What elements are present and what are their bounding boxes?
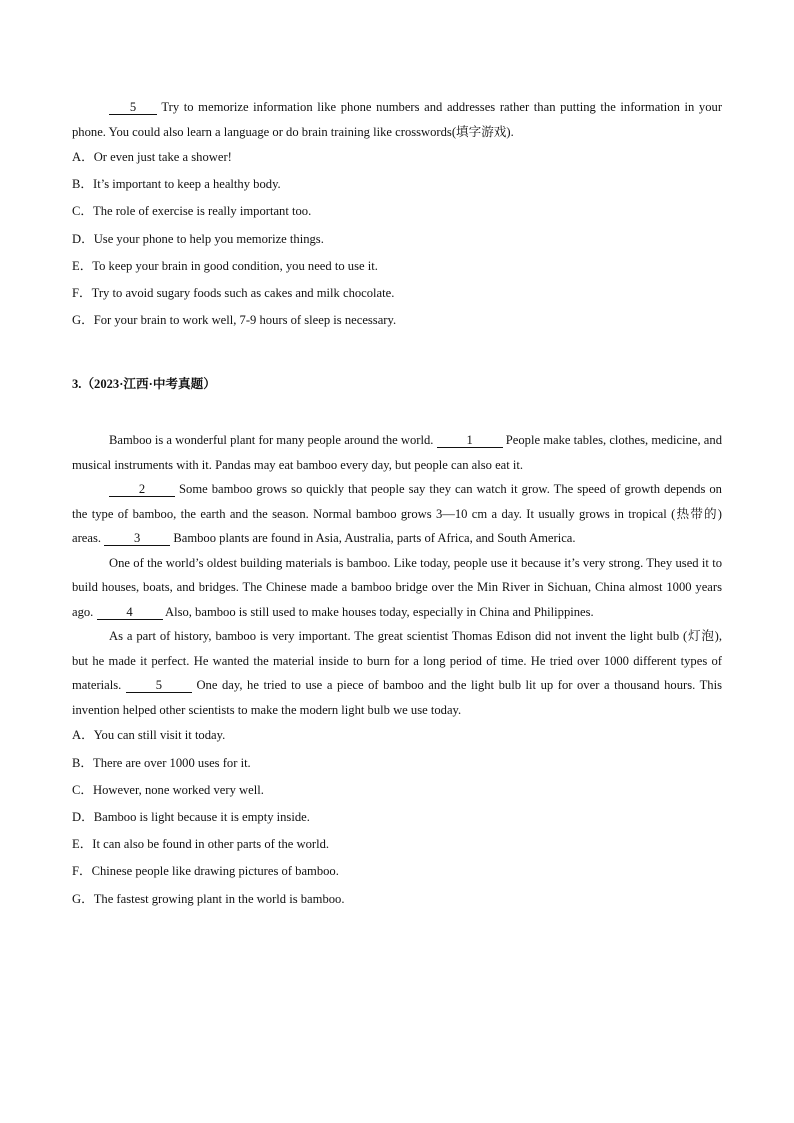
option-c [72,777,722,804]
option-letter: G． [72,891,94,906]
option-letter: A． [72,150,94,164]
option-e [72,831,722,858]
option-letter: E． [72,837,93,852]
paragraph-text: One day, he tried to use a piece of bamboo and the light bulb lit up for over a thousand hours. This invention helped other scientists to make the modern light bulb we use today. [72,678,722,717]
option-c [72,198,722,225]
answer-blank[interactable]: 4 [97,605,163,620]
q3-paragraph-1 [72,428,722,477]
q3-paragraph-2 [72,477,722,551]
option-text: It can also be found in other parts of the world. [92,837,330,852]
option-a [72,722,722,749]
answer-blank[interactable]: 1 [437,433,503,448]
question-heading: 3.（2023·江西·中考真题） [72,377,216,392]
option-text: The role of exercise is really important too. [93,204,312,219]
option-text: Bamboo is light because it is empty inside. [93,810,310,825]
option-letter: F． [72,286,92,301]
option-g [72,307,722,334]
option-letter: D． [72,810,94,825]
q2-options [72,144,722,334]
q2-blank5-paragraph [72,95,722,144]
paragraph-text: As a part of history, bamboo is very important. The great scientist Thomas Edison did not invent the light bulb (灯泡), but he made it perfect. He wanted the material inside to burn for a long period of time. He tried over 1000 different types of materials. [72,629,722,693]
option-g [72,886,722,913]
document-page [72,95,722,913]
option-letter: C． [72,204,93,219]
option-text: For your brain to work well, 7-9 hours of sleep is necessary. [93,313,397,328]
option-text: Chinese people like drawing pictures of bamboo. [91,864,339,879]
paragraph-text: People make tables, clothes, medicine, and musical instruments with it. Pandas may eat bamboo every day, but people can also eat it. [72,433,722,472]
option-letter: D． [72,231,94,246]
answer-blank[interactable]: 3 [104,531,170,546]
option-b [72,171,722,198]
option-letter: G． [72,313,94,328]
option-letter: C． [72,782,93,797]
paragraph-text: Bamboo is a wonderful plant for many people around the world. [109,433,434,448]
option-text: You can still visit it today. [93,728,226,743]
q3-paragraph-3 [72,551,722,625]
option-letter: A． [72,728,94,743]
paragraph-text: One of the world’s oldest building materials is bamboo. Like today, people use it because it’s very strong. They used it to build houses, boats, and bridges. The Chinese made a bamboo bridge over the Min River in Sichuan, China almost 1000 years ago. [72,555,722,619]
option-f [72,280,722,307]
paragraph-text: Also, bamboo is still used to make houses today, especially in China and Philippines. [164,604,594,619]
paragraph-text: Bamboo plants are found in Asia, Australia, parts of Africa, and South America. [173,531,576,546]
option-letter: E． [72,258,93,273]
option-b [72,750,722,777]
option-e [72,253,722,280]
option-letter: B． [72,177,93,192]
answer-blank[interactable]: 5 [109,100,157,115]
option-d [72,226,722,253]
paragraph-text: Some bamboo grows so quickly that people say they can watch it grow. The speed of growth depends on the type of bamboo, the earth and the season. Normal bamboo grows 3—10 cm a day. It usually grows in tropical (热带的) areas. [72,482,722,546]
answer-blank[interactable]: 5 [126,678,192,693]
option-text: The fastest growing plant in the world is bamboo. [93,891,345,906]
option-text: Try to avoid sugary foods such as cakes and milk chocolate. [91,286,395,301]
option-a [72,144,722,171]
option-text: There are over 1000 uses for it. [93,755,251,770]
option-letter: B． [72,755,93,770]
option-letter: F． [72,864,92,879]
q3-paragraph-4 [72,624,722,722]
option-text: Or even just take a shower! [93,150,232,164]
option-text: It’s important to keep a healthy body. [93,177,281,192]
option-text: However, none worked very well. [93,782,264,797]
option-f [72,858,722,885]
answer-blank[interactable]: 2 [109,482,175,497]
option-d [72,804,722,831]
option-text: Use your phone to help you memorize things. [93,231,324,246]
q3-options [72,722,722,912]
paragraph-text: Try to memorize information like phone numbers and addresses rather than putting the information in your phone. You could also learn a language or do brain training like crosswords(填字游戏). [72,100,723,139]
option-text: To keep your brain in good condition, you need to use it. [92,258,378,273]
